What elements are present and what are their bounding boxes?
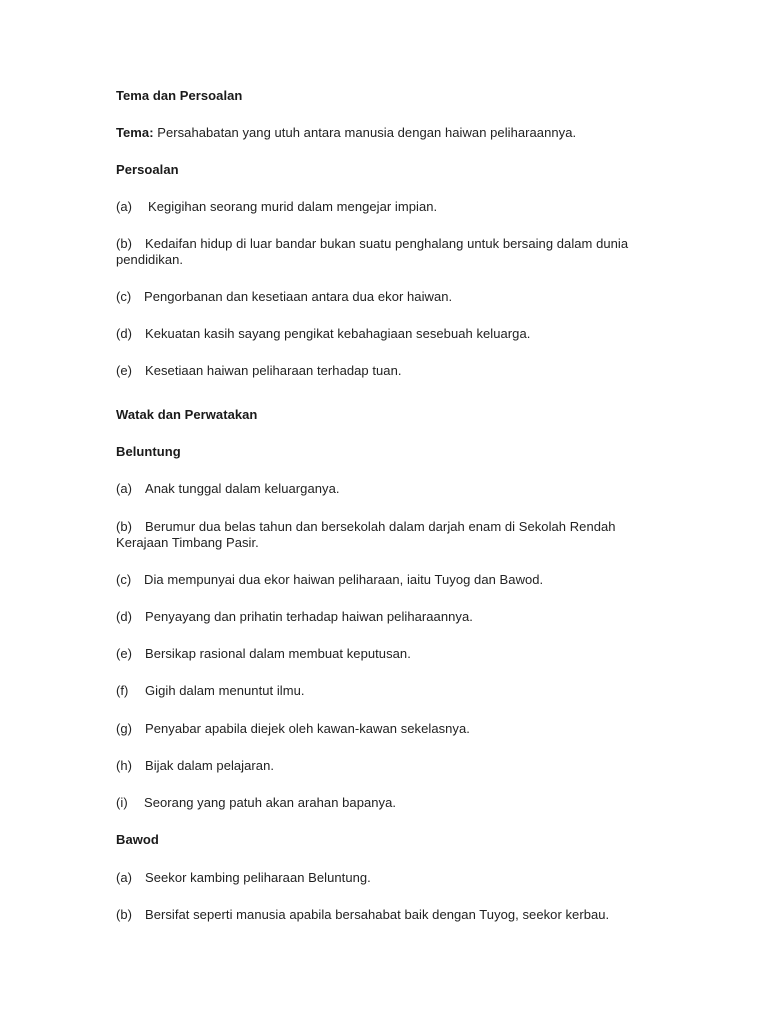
- beluntung-item: [116, 795, 656, 811]
- item-label: (c): [116, 289, 132, 304]
- item-label: (i): [116, 795, 128, 810]
- beluntung-heading: Beluntung: [116, 444, 181, 459]
- beluntung-item: [116, 519, 656, 551]
- bawod-item: [116, 907, 656, 923]
- item-label: (f): [116, 683, 129, 698]
- item-label: (a): [116, 870, 133, 885]
- item-text: Bijak dalam pelajaran.: [145, 758, 275, 773]
- item-label: (a): [116, 481, 133, 496]
- tema-text: Persahabatan yang utuh antara manusia dengan haiwan peliharaannya.: [157, 125, 577, 140]
- persoalan-heading: Persoalan: [116, 162, 179, 177]
- item-text: Seorang yang patuh akan arahan bapanya.: [144, 795, 397, 810]
- item-label: (b): [116, 236, 133, 251]
- item-text: Berumur dua belas tahun dan bersekolah dalam darjah enam di Sekolah Rendah Kerajaan Timbang Pasir.: [116, 519, 616, 550]
- persoalan-item: [116, 199, 656, 215]
- item-label: (g): [116, 721, 133, 736]
- item-label: (e): [116, 646, 133, 661]
- beluntung-item: [116, 721, 656, 737]
- section-heading-watak-perwatakan: Watak dan Perwatakan: [116, 407, 258, 422]
- beluntung-item: [116, 646, 656, 662]
- item-label: (b): [116, 907, 133, 922]
- item-text: Seekor kambing peliharaan Beluntung.: [145, 870, 371, 885]
- item-text: Kedaifan hidup di luar bandar bukan suatu penghalang untuk bersaing dalam dunia pendidikan.: [116, 236, 629, 267]
- item-label: (d): [116, 609, 133, 624]
- bawod-heading: Bawod: [116, 832, 159, 847]
- item-label: (h): [116, 758, 133, 773]
- item-text: Gigih dalam menuntut ilmu.: [145, 683, 305, 698]
- beluntung-item: [116, 609, 656, 625]
- item-text: Dia mempunyai dua ekor haiwan peliharaan, iaitu Tuyog dan Bawod.: [144, 572, 544, 587]
- item-text: Bersikap rasional dalam membuat keputusan.: [145, 646, 411, 661]
- tema-paragraph: [116, 125, 656, 141]
- item-label: (e): [116, 363, 133, 378]
- item-text: Kegigihan seorang murid dalam mengejar impian.: [148, 199, 438, 214]
- item-text: Bersifat seperti manusia apabila bersahabat baik dengan Tuyog, seekor kerbau.: [145, 907, 610, 922]
- item-label: (d): [116, 326, 133, 341]
- beluntung-item: [116, 683, 656, 699]
- item-text: Kesetiaan haiwan peliharaan terhadap tuan.: [145, 363, 402, 378]
- persoalan-item: [116, 289, 656, 305]
- item-text: Pengorbanan dan kesetiaan antara dua ekor haiwan.: [144, 289, 453, 304]
- item-label: (c): [116, 572, 132, 587]
- item-text: Kekuatan kasih sayang pengikat kebahagiaan sesebuah keluarga.: [145, 326, 531, 341]
- beluntung-item: [116, 572, 656, 588]
- tema-label: Tema:: [116, 125, 154, 140]
- beluntung-item: [116, 758, 656, 774]
- persoalan-item: [116, 363, 656, 379]
- beluntung-item: [116, 481, 656, 497]
- item-text: Penyabar apabila diejek oleh kawan-kawan sekelasnya.: [145, 721, 470, 736]
- persoalan-item: [116, 236, 656, 268]
- item-label: (b): [116, 519, 133, 534]
- item-text: Penyayang dan prihatin terhadap haiwan peliharaannya.: [145, 609, 473, 624]
- bawod-item: [116, 870, 656, 886]
- persoalan-item: [116, 326, 656, 342]
- item-label: (a): [116, 199, 133, 214]
- item-text: Anak tunggal dalam keluarganya.: [145, 481, 340, 496]
- section-heading-tema-persoalan: Tema dan Persoalan: [116, 88, 243, 103]
